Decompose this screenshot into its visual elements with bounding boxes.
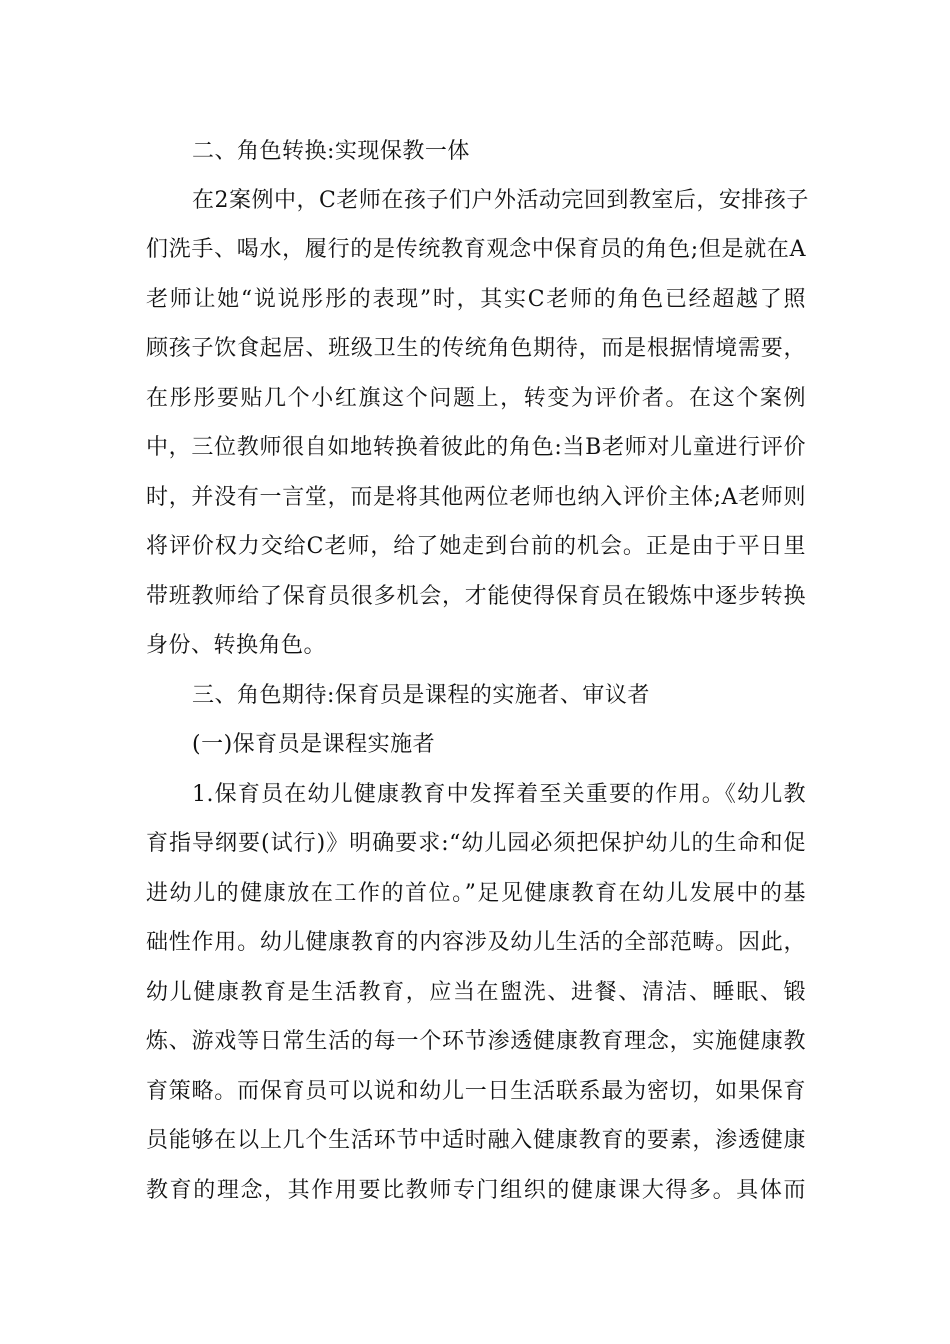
paragraph-line: 顾孩子饮食起居、班级卫生的传统角色期待，而是根据情境需要，: [146, 336, 806, 361]
subsection-heading: (一)保育员是课程实施者: [192, 732, 436, 757]
paragraph-line: 炼、游戏等日常生活的每一个环节渗透健康教育理念，实施健康教: [146, 1029, 806, 1054]
paragraph-line: 在彤彤要贴几个小红旗这个问题上，转变为评价者。在这个案例: [146, 386, 806, 411]
paragraph-line: 在2案例中，C老师在孩子们户外活动完回到教室后，安排孩子: [192, 188, 809, 213]
paragraph-line: 们洗手、喝水，履行的是传统教育观念中保育员的角色;但是就在A: [146, 237, 806, 262]
paragraph-line: 育指导纲要(试行)》明确要求:“幼儿园必须把保护幼儿的生命和促: [146, 831, 806, 856]
paragraph-line: 教育的理念，其作用要比教师专门组织的健康课大得多。具体而: [146, 1178, 806, 1203]
paragraph-line: 将评价权力交给C老师，给了她走到台前的机会。正是由于平日里: [146, 534, 806, 559]
paragraph-line: 育策略。而保育员可以说和幼儿一日生活联系最为密切，如果保育: [146, 1079, 806, 1104]
paragraph-line: 员能够在以上几个生活环节中适时融入健康教育的要素，渗透健康: [146, 1128, 806, 1153]
paragraph-line: 身份、转换角色。: [146, 633, 327, 658]
paragraph-line: 1.保育员在幼儿健康教育中发挥着至关重要的作用。《幼儿教: [192, 782, 806, 807]
paragraph-line: 进幼儿的健康放在工作的首位。”足见健康教育在幼儿发展中的基: [146, 881, 806, 906]
paragraph-line: 带班教师给了保育员很多机会，才能使得保育员在锻炼中逐步转换: [146, 584, 806, 609]
paragraph-line: 幼儿健康教育是生活教育，应当在盥洗、进餐、清洁、睡眠、锻: [146, 980, 806, 1005]
paragraph-line: 老师让她“说说彤彤的表现”时，其实C老师的角色已经超越了照: [146, 287, 806, 312]
paragraph-line: 时，并没有一言堂，而是将其他两位老师也纳入评价主体;A老师则: [146, 485, 806, 510]
section-heading-3: 三、角色期待:保育员是课程的实施者、审议者: [192, 683, 650, 708]
paragraph-line: 础性作用。幼儿健康教育的内容涉及幼儿生活的全部范畴。因此，: [146, 930, 806, 955]
section-heading-2: 二、角色转换:实现保教一体: [192, 139, 470, 164]
paragraph-line: 中，三位教师很自如地转换着彼此的角色:当B老师对儿童进行评价: [146, 435, 806, 460]
